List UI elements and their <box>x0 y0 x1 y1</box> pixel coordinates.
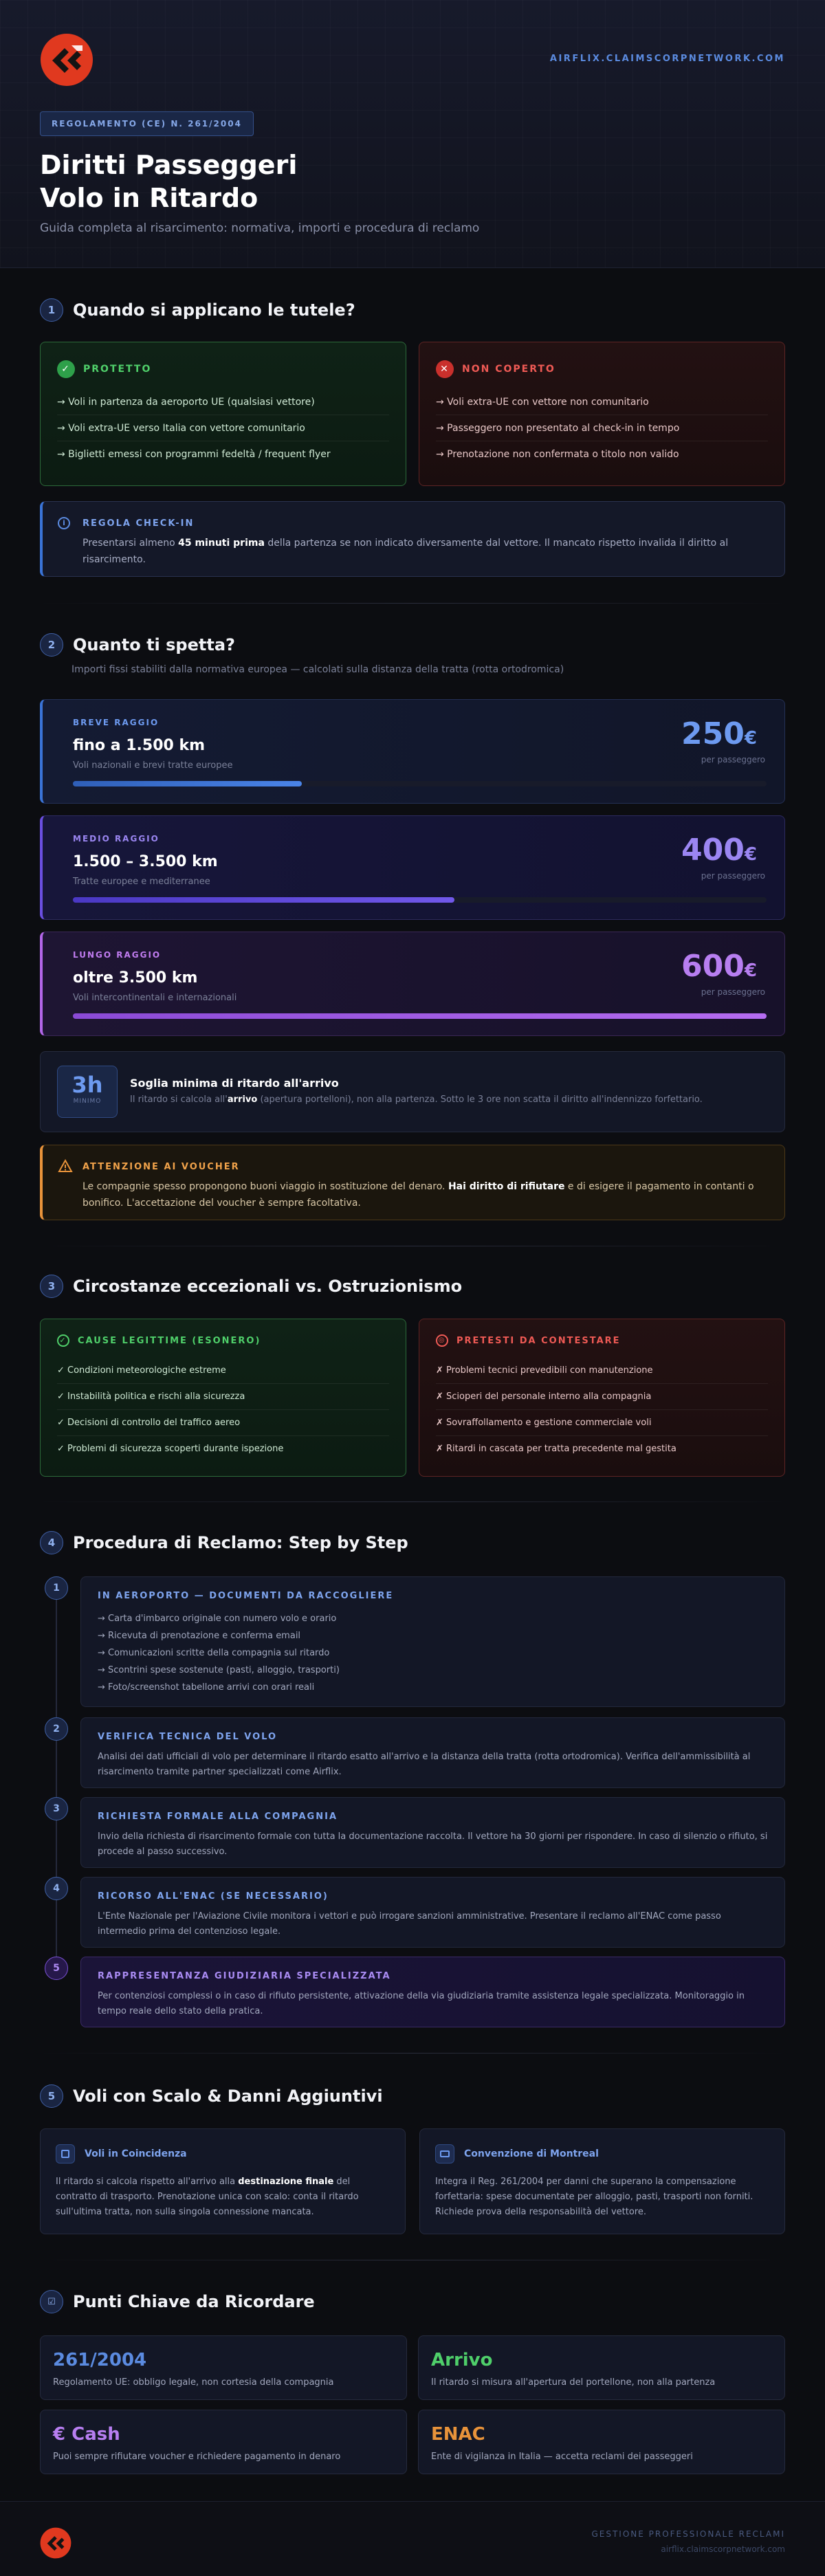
legitimate-list <box>57 1358 389 1462</box>
tier-range: oltre 3.500 km <box>73 969 198 987</box>
protected-label-text: PROTETTO <box>83 364 152 375</box>
tier-bar-track <box>73 897 767 903</box>
list-item: → Voli extra-UE con vettore non comunitario <box>436 389 768 415</box>
title-line-2: Volo in Ritardo <box>40 183 258 213</box>
threshold-badge <box>57 1066 118 1118</box>
pretexts-label-text: PRETESTI DA CONTESTARE <box>456 1335 621 1346</box>
step-number: 4 <box>45 1877 68 1900</box>
shield-check-icon: ✓ <box>57 1334 69 1347</box>
tier-label: LUNGO RAGGIO <box>73 950 162 960</box>
tier-amount-value: 250 <box>681 716 745 751</box>
section-title: Quanto ti spetta? <box>73 635 235 654</box>
tier-per: per passeggero <box>701 755 765 764</box>
monitor-icon <box>435 2144 454 2164</box>
hero-header <box>0 0 825 268</box>
pretexts-list <box>436 1358 768 1462</box>
not-covered-label <box>436 360 556 378</box>
threshold-title: Soglia minima di ritardo all'arrivo <box>130 1077 339 1090</box>
step-title: IN AEROPORTO — DOCUMENTI DA RACCOGLIERE <box>98 1591 394 1601</box>
tier-range: fino a 1.500 km <box>73 737 206 754</box>
section-1-header <box>40 298 355 322</box>
step-number: 5 <box>45 1957 68 1980</box>
step-title: RAPPRESENTANZA GIUDIZIARIA SPECIALIZZATA <box>98 1971 391 1981</box>
voucher-text-pre: Le compagnie spesso propongono buoni viaggio in sostituzione del denaro. <box>82 1181 448 1192</box>
tier-currency: € <box>744 960 757 981</box>
close-icon: ✕ <box>436 360 454 378</box>
tier-range: 1.500 – 3.500 km <box>73 853 218 870</box>
page-title <box>40 148 521 214</box>
step-title: RICORSO ALL'ENAC (SE NECESSARIO) <box>98 1891 329 1902</box>
tier-desc: Voli intercontinentali e internazionali <box>73 993 237 1003</box>
protected-label <box>57 360 151 378</box>
step-number: 3 <box>45 1797 68 1820</box>
tier-bar-track <box>73 781 767 786</box>
key-point-regulation <box>40 2335 407 2400</box>
card-text-bold: destinazione finale <box>238 2177 334 2187</box>
timeline-line <box>56 1588 57 1959</box>
list-item: → Prenotazione non confermata o titolo non valido <box>436 449 679 460</box>
warning-icon <box>58 1159 73 1173</box>
tier-bar-track <box>73 1013 767 1019</box>
tier-amount <box>681 716 757 751</box>
tier-amount-value: 600 <box>681 949 745 984</box>
list-item: → Voli extra-UE verso Italia con vettore comunitario <box>57 415 389 441</box>
legitimate-causes-card <box>40 1319 406 1477</box>
threshold-text <box>130 1094 768 1105</box>
list-item: ✗ Sovraffollamento e gestione commerciale voli <box>436 1410 768 1436</box>
list-item: → Voli in partenza da aeroporto UE (qualsiasi vettore) <box>57 389 389 415</box>
tier-long-haul <box>40 932 785 1036</box>
key-point-value: Arrivo <box>431 2350 493 2370</box>
voucher-warning-box <box>40 1145 785 1220</box>
tier-currency: € <box>744 728 757 749</box>
checkin-text-bold: 45 minuti prima <box>178 538 265 549</box>
step-card-enac <box>80 1877 785 1948</box>
list-item: ✓ Condizioni meteorologiche estreme <box>57 1358 389 1384</box>
tier-per: per passeggero <box>701 871 765 881</box>
list-item: → Passeggero non presentato al check-in in tempo <box>436 415 768 441</box>
tier-medium-haul <box>40 815 785 920</box>
tier-currency: € <box>744 844 757 865</box>
step-number: 1 <box>45 1576 68 1600</box>
list-item: → Scontrini spese sostenute (pasti, alloggio, trasporti) <box>98 1665 340 1675</box>
step-card-documents <box>80 1576 785 1707</box>
card-text-pre: Il ritardo si calcola rispetto all'arrivo alla <box>56 2177 239 2187</box>
section-title: Punti Chiave da Ricordare <box>73 2292 315 2311</box>
section-divider <box>40 603 785 604</box>
voucher-text-post: e di esigere il pagamento in contanti o bonifico. L'accettazione del voucher è sempre facoltativa. <box>82 1181 754 1209</box>
list-item: ✓ Problemi di sicurezza scoperti durante ispezione <box>57 1444 284 1454</box>
tier-label: BREVE RAGGIO <box>73 718 160 727</box>
threshold-text-pre: Il ritardo si calcola all' <box>130 1094 228 1105</box>
section-number: 1 <box>40 298 63 322</box>
card-text-post: del contratto di trasporto. Prenotazione unica con scalo: conta il ritardo sull'ultima tratta, non sulla singola connessione mancata. <box>56 2177 359 2217</box>
threshold-text-bold: arrivo <box>227 1094 258 1105</box>
section-3-header <box>40 1275 462 1298</box>
checklist-icon: ☑ <box>40 2290 63 2313</box>
info-icon: i <box>58 517 70 529</box>
section-title: Procedura di Reclamo: Step by Step <box>73 1533 408 1552</box>
legitimate-label <box>57 1334 261 1347</box>
list-item: → Carta d'imbarco originale con numero volo e orario <box>98 1614 337 1624</box>
step-text: L'Ente Nazionale per l'Aviazione Civile monitora i vettori e può irrogare sanzioni amministrative. Presentare il reclamo all'ENAC come passo intermedio prima del contenzioso legale. <box>98 1911 721 1937</box>
list-item: → Foto/screenshot tabellone arrivi con orari reali <box>98 1682 315 1693</box>
voucher-text-bold: Hai diritto di rifiutare <box>448 1181 565 1192</box>
card-title: Voli in Coincidenza <box>85 2148 187 2159</box>
tier-label: MEDIO RAGGIO <box>73 834 160 844</box>
step-title: VERIFICA TECNICA DEL VOLO <box>98 1732 278 1742</box>
tier-bar-fill <box>73 897 454 903</box>
tier-bar-fill <box>73 1013 767 1019</box>
section-subtitle: Importi fissi stabiliti dalla normativa europea — calcolati sulla distanza della tratta (rotta ortodromica) <box>72 664 564 675</box>
step-text: Analisi dei dati ufficiali di volo per determinare il ritardo esatto all'arrivo e la distanza della tratta (rotta ortodromica). Verifica dell'ammissibilità al risarcimento tramite partner specializzati come Airflix. <box>98 1752 751 1777</box>
connecting-flights-card <box>40 2128 406 2234</box>
step-title: RICHIESTA FORMALE ALLA COMPAGNIA <box>98 1812 338 1822</box>
threshold-unit: MINIMO <box>73 1098 102 1105</box>
key-point-text: Il ritardo si misura all'apertura del portellone, non alla partenza <box>431 2377 716 2388</box>
card-text <box>56 2175 390 2220</box>
tier-short-haul <box>40 699 785 804</box>
list-item: ✓ Decisioni di controllo del traffico aereo <box>57 1410 389 1436</box>
check-icon: ✓ <box>57 360 75 378</box>
not-covered-list <box>436 389 768 467</box>
legitimate-label-text: CAUSE LEGITTIME (ESONERO) <box>78 1335 261 1346</box>
list-item: → Biglietti emessi con programmi fedeltà / frequent flyer <box>57 449 331 460</box>
threshold-text-post: (apertura portelloni), non alla partenza. Sotto le 3 ore non scatta il diritto all'indennizzo forfettario. <box>257 1094 703 1105</box>
tier-amount-value: 400 <box>681 833 745 868</box>
tier-desc: Voli nazionali e brevi tratte europee <box>73 760 233 771</box>
pretexts-label <box>436 1334 621 1347</box>
list-item: ✗ Problemi tecnici prevedibili con manutenzione <box>436 1358 768 1384</box>
page-subtitle: Guida completa al risarcimento: normativa, importi e procedura di reclamo <box>40 221 480 235</box>
section-5-header <box>40 2084 383 2108</box>
key-point-text: Ente di vigilanza in Italia — accetta reclami dei passeggeri <box>431 2452 693 2462</box>
step-card-legal <box>80 1957 785 2027</box>
step-number: 2 <box>45 1717 68 1741</box>
card-text: Integra il Reg. 261/2004 per danni che superano la compensazione forfettaria: spese documentate per alloggio, pasti, trasporti non forniti. Richiede prova della responsabilità del vettore. <box>435 2177 754 2217</box>
step-card-verification <box>80 1717 785 1788</box>
tier-amount <box>681 949 757 984</box>
voucher-text <box>82 1178 764 1211</box>
title-line-1: Diritti Passeggeri <box>40 150 298 180</box>
section-4-header <box>40 1531 408 1554</box>
not-covered-label-text: NON COPERTO <box>462 364 556 375</box>
checkin-rule-box <box>40 501 785 577</box>
airflix-logo-icon[interactable] <box>40 33 94 87</box>
footer-url-link[interactable]: airflix.claimscorpnetwork.com <box>661 2544 785 2554</box>
tier-bar-fill <box>73 781 302 786</box>
threshold-box <box>40 1051 785 1132</box>
list-item: → Comunicazioni scritte della compagnia sul ritardo <box>98 1648 330 1658</box>
pretexts-card <box>419 1319 785 1477</box>
tier-amount <box>681 833 757 868</box>
checkin-text-pre: Presentarsi almeno <box>82 538 179 549</box>
list-item: ✗ Scioperi del personale interno alla compagnia <box>436 1384 768 1410</box>
key-point-text: Puoi sempre rifiutare voucher e richiedere pagamento in denaro <box>53 2452 341 2462</box>
section-title: Voli con Scalo & Danni Aggiuntivi <box>73 2087 383 2106</box>
section-divider <box>40 2053 785 2054</box>
section-title: Circostanze eccezionali vs. Ostruzionismo <box>73 1277 463 1296</box>
key-point-cash <box>40 2410 407 2474</box>
tier-desc: Tratte europee e mediterranee <box>73 877 210 887</box>
target-icon: ◎ <box>436 1334 448 1347</box>
section-6-header <box>40 2290 315 2313</box>
regulation-badge: REGOLAMENTO (CE) N. 261/2004 <box>40 111 254 136</box>
airflix-logo-icon[interactable] <box>40 2527 72 2559</box>
list-item: ✗ Ritardi in cascata per tratta precedente mal gestita <box>436 1444 676 1454</box>
section-number: 4 <box>40 1531 63 1554</box>
step-text: Invio della richiesta di risarcimento formale con tutta la documentazione raccolta. Il vettore ha 30 giorni per rispondere. In caso di silenzio o rifiuto, si procede al passo successivo. <box>98 1831 768 1857</box>
site-url-link[interactable]: AIRFLIX.CLAIMSCORPNETWORK.COM <box>549 54 785 64</box>
footer <box>0 2501 825 2576</box>
checkin-text <box>82 535 764 568</box>
key-point-enac <box>418 2410 785 2474</box>
section-number: 2 <box>40 633 63 657</box>
step-text: Per contenziosi complessi o in caso di rifiuto persistente, attivazione della via giudiziaria tramite assistenza legale specializzata. Monitoraggio in tempo reale dello stato della pratica. <box>98 1991 745 2016</box>
section-number: 3 <box>40 1275 63 1298</box>
protected-list <box>57 389 389 467</box>
key-point-arrival <box>418 2335 785 2400</box>
connection-icon <box>56 2144 75 2164</box>
key-point-value: € Cash <box>53 2424 120 2445</box>
step-card-formal-request <box>80 1797 785 1868</box>
list-item: → Ricevuta di prenotazione e conferma email <box>98 1631 301 1641</box>
section-2-header <box>40 633 235 657</box>
footer-label: GESTIONE PROFESSIONALE RECLAMI <box>591 2529 785 2539</box>
card-title: Convenzione di Montreal <box>464 2148 599 2159</box>
key-point-value: 261/2004 <box>53 2350 147 2370</box>
list-item: ✓ Instabilità politica e rischi alla sicurezza <box>57 1384 389 1410</box>
section-divider <box>40 1501 785 1502</box>
tier-per: per passeggero <box>701 987 765 997</box>
checkin-text-post: della partenza se non indicato diversamente dal vettore. Il mancato rispetto invalida il diritto al risarcimento. <box>82 538 729 565</box>
not-covered-card <box>419 342 785 486</box>
montreal-convention-card <box>419 2128 785 2234</box>
threshold-value: 3h <box>72 1072 103 1098</box>
protected-card <box>40 342 406 486</box>
documents-list <box>98 1610 340 1696</box>
key-point-value: ENAC <box>431 2424 485 2445</box>
key-point-text: Regolamento UE: obbligo legale, non cortesia della compagnia <box>53 2377 334 2388</box>
section-title: Quando si applicano le tutele? <box>73 300 355 320</box>
section-number: 5 <box>40 2084 63 2108</box>
voucher-title: ATTENZIONE AI VOUCHER <box>82 1162 240 1172</box>
checkin-title: REGOLA CHECK-IN <box>82 518 195 529</box>
